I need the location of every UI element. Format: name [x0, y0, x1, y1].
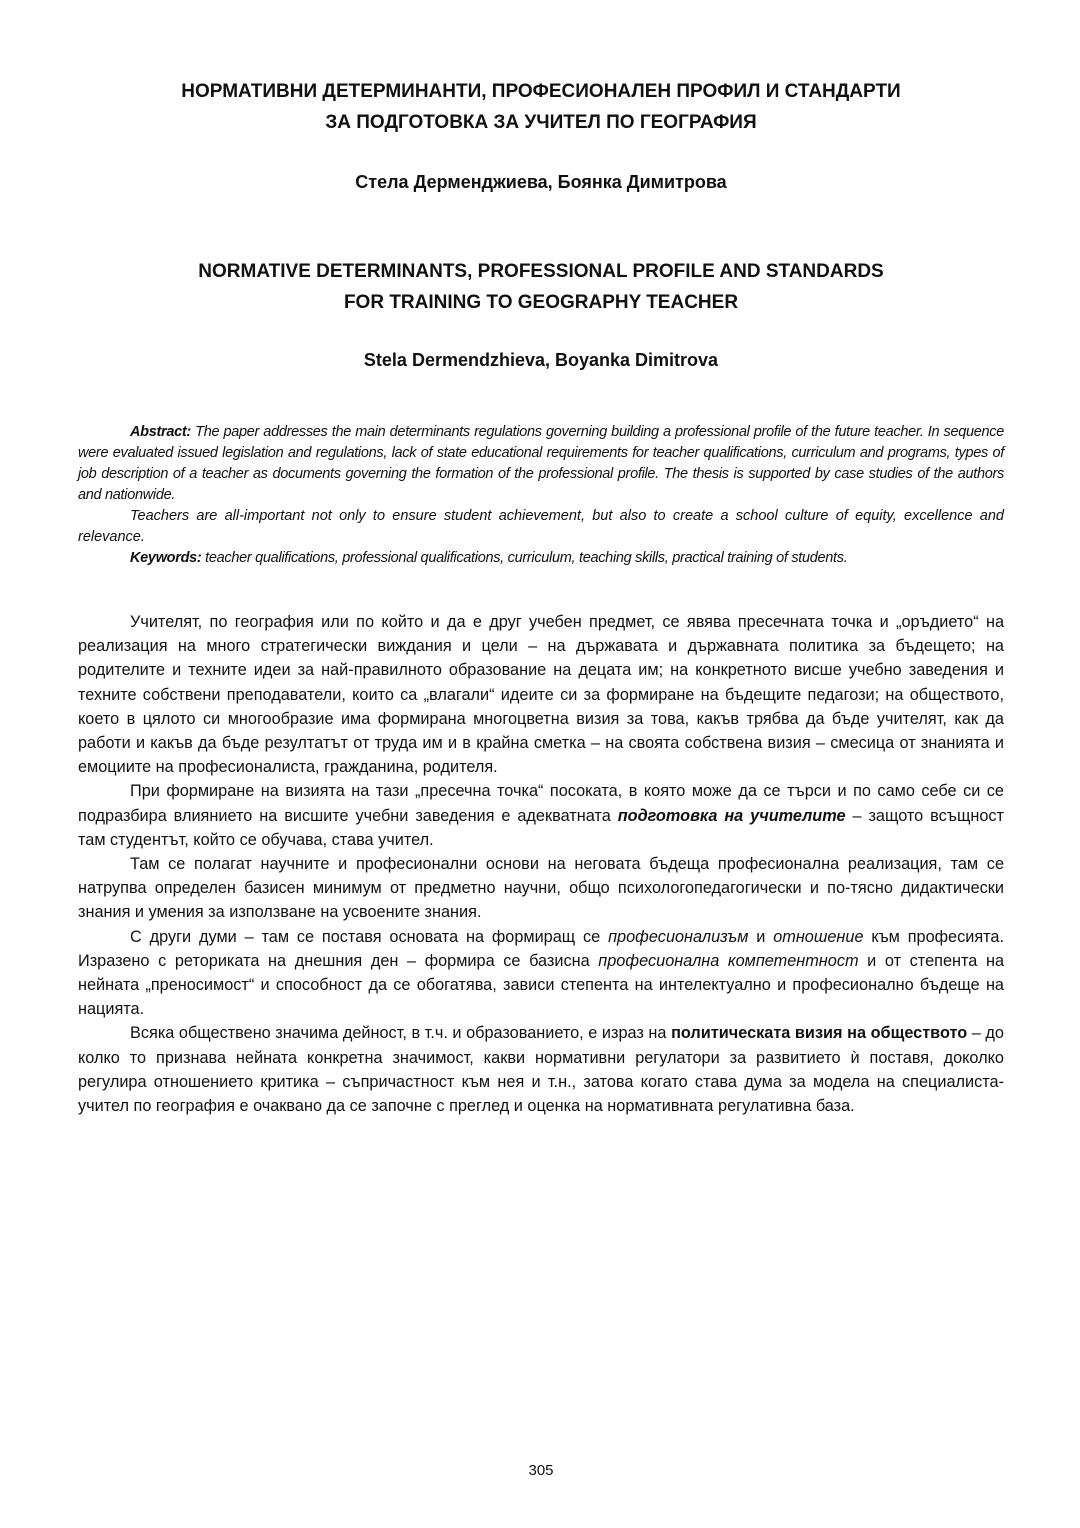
body-paragraph-1: Учителят, по география или по който и да е друг учебен предмет, се явява пресечната точка и „оръдието“ на реализация на много стратегически виждания и цели – на държавата и държавната политика за бъдещето; на родителите и техните идеи за най-правилното образование на децата им; на конкретното висше учебно заведения и техните собствени преподаватели, които са „влагали“ идеите си за формиране на бъдещите педагози; на обществото, което в цялото си многообразие има формирана многоцветна визия за това, какъв трябва да бъде учителят, как да работи и какъв да бъде резултатът от труда им и в крайна сметка – на своята собствена визия – смесица от знанията и емоциите на професионалиста, гражданина, родителя. — [78, 613, 1004, 777]
keywords-label: Keywords: — [130, 550, 202, 566]
authors-en: Stela Dermendzhieva, Boyanka Dimitrova — [363, 350, 719, 370]
keywords-paragraph — [78, 548, 1004, 569]
body-paragraph-3: Там се полагат научните и професионални основи на неговата бъдеща професионална реализация, там се натрупва определен базисен минимум от предметно научни, общо психологопедагогически и по-тясно дидактически знания и умения за използване на усвоените знания. — [78, 855, 1004, 922]
p5-emphasis: политическата визия на обществото — [671, 1024, 968, 1043]
authors-bg: Стела Дерменджиева, Боянка Димитрова — [355, 172, 727, 192]
p2-text-c: – защото всъщност там студентът, който се обучава, става учител. — [78, 806, 1004, 849]
abstract-text: The paper addresses the main determinants regulations governing building a professional profile of the future teacher. In sequence were evaluated issued legislation and regulations, lack of state educational requirements for teacher qualifications, curriculum and programs, types of job description of a teacher as documents governing the formation of the professional profile. The thesis is supported by case studies of the authors and nationwide. — [78, 424, 1004, 503]
title-bg-line2: ЗА ПОДГОТОВКА ЗА УЧИТЕЛ ПО ГЕОГРАФИЯ — [325, 112, 757, 133]
title-en-line1: NORMATIVE DETERMINANTS, PROFESSIONAL PROFILE AND STANDARDS — [198, 261, 884, 282]
abstract-paragraph-2: Teachers are all-important not only to ensure student achievement, but also to create a school culture of equity, excellence and relevance. — [78, 508, 1004, 545]
p5-text-a: Всяка обществено значима дейност, в т.ч. и образованието, е израз на — [130, 1024, 672, 1043]
p2-text-a: При формиране на визията на тази „пресечна точка“ посоката, в която може да се търси и по само себе си се подразбира влиянието на висшите учебни заведения е адекватната — [78, 782, 1004, 825]
keywords-text: teacher qualifications, professional qualifications, curriculum, teaching skills, practical training of students. — [201, 550, 848, 566]
body-paragraph-5 — [78, 1021, 1004, 1118]
p5-text-c: – до колко то признава нейната конкретна значимост, какви нормативни регулатори за развитието ѝ поставя, доколко регулира отношението критика – съпричастност към нея и т.н., затова когато става дума за модела на специалиста-учител по география е очаквано да се започне с преглед и оценка на нормативната регулативна база. — [78, 1024, 1004, 1116]
abstract-paragraph — [78, 422, 1004, 506]
title-en — [78, 256, 1004, 318]
p4-text-e: към професията. Изразено с реториката на днешния ден – формира се базисна — [78, 927, 1004, 970]
title-bg — [78, 76, 1004, 138]
title-en-line2: FOR TRAINING TO GEOGRAPHY TEACHER — [343, 292, 739, 313]
p4-emphasis-3: професионална компетентност — [598, 951, 859, 970]
title-bg-line1: НОРМАТИВНИ ДЕТЕРМИНАНТИ, ПРОФЕСИОНАЛЕН ПРОФИЛ И СТАНДАРТИ — [181, 81, 901, 102]
p4-text-a: С други думи – там се поставя основата на формиращ се — [130, 927, 609, 946]
abstract — [78, 422, 1004, 569]
body-paragraph-2 — [78, 779, 1004, 852]
abstract-label: Abstract: — [130, 424, 191, 440]
p4-emphasis-2: отношение — [773, 927, 864, 946]
p4-text-g: и от степента на нейната „преносимост“ и способност да се обогатява, зависи степента на интелектуално и професионално бъдеще на нацията. — [78, 951, 1005, 1019]
page-number: 305 — [528, 1462, 554, 1479]
p4-emphasis-1: професионализъм — [608, 927, 749, 946]
p2-emphasis: подготовка на учителите — [617, 806, 846, 825]
body-paragraph-4 — [78, 925, 1004, 1022]
body-text — [78, 610, 1004, 1118]
p4-text-c: и — [748, 927, 774, 946]
page — [78, 0, 1004, 1528]
